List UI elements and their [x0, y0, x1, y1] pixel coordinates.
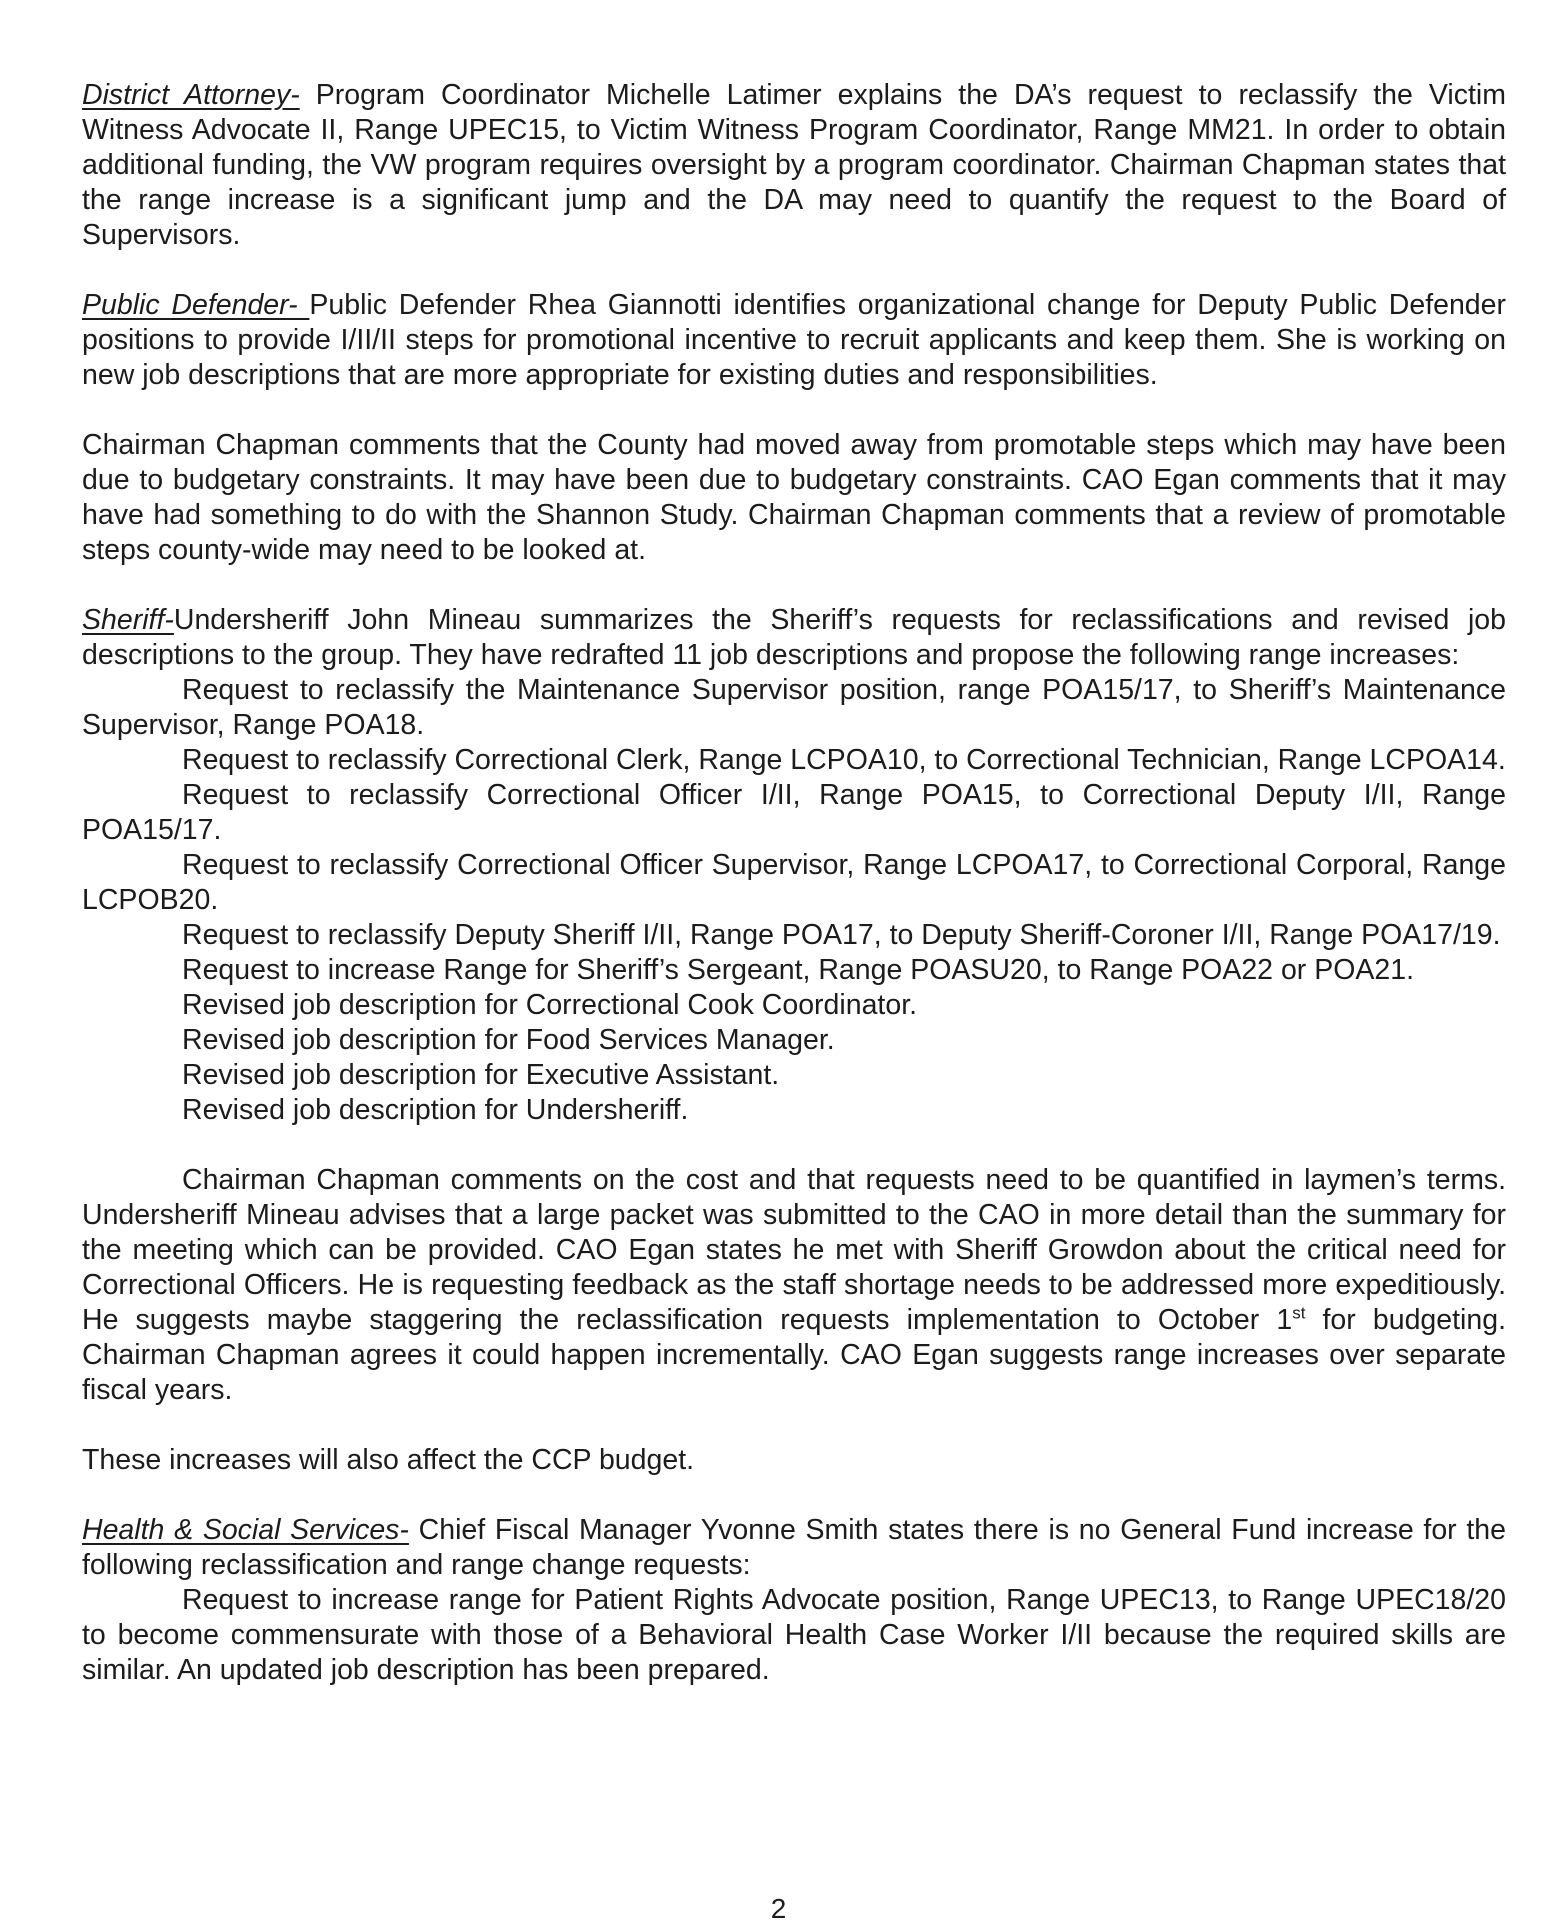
sheriff-request-list — [82, 673, 1506, 1128]
minutes-page — [82, 78, 1506, 1688]
ccp-budget-paragraph: These increases will also affect the CCP budget. — [82, 1444, 695, 1476]
patient-rights-advocate-request: Request to increase range for Patient Rights Advocate position, Range UPEC13, to Range UPEC18/20 to become commensurate with those of a Behavioral Health Case Worker I/II because the required skills are similar. An updated job description has been prepared. — [82, 1584, 1506, 1686]
sheriff-paragraph — [82, 603, 1506, 673]
list-item: Request to reclassify Correctional Officer I/II, Range POA15, to Correctional Deputy I/II, Range POA15/17. — [82, 779, 1506, 846]
list-item: Revised job description for Food Services Manager. — [182, 1024, 835, 1056]
health-social-services-text: Chief Fiscal Manager Yvonne Smith states there is no General Fund increase for the following reclassification and range change requests: — [82, 1514, 1507, 1581]
district-attorney-paragraph — [82, 78, 1506, 253]
promotable-steps-paragraph: Chairman Chapman comments that the County had moved away from promotable steps which may have been due to budgetary constraints. It may have been due to budgetary constraints. CAO Egan comments that it may have had something to do with the Shannon Study. Chairman Chapman comments that a review of promotable steps county-wide may need to be looked at. — [82, 429, 1506, 566]
sheriff-text: Undersheriff John Mineau summarizes the Sheriff’s requests for reclassifications and revised job descriptions to the group. They have redrafted 11 job descriptions and propose the following range increases: — [82, 604, 1506, 671]
list-item: Request to reclassify the Maintenance Supervisor position, range POA15/17, to Sheriff’s Maintenance Supervisor, Range POA18. — [82, 674, 1506, 741]
cost-discussion-paragraph — [82, 1163, 1506, 1408]
list-item: Revised job description for Correctional Cook Coordinator. — [182, 989, 918, 1021]
public-defender-text: Public Defender Rhea Giannotti identifies organizational change for Deputy Public Defender positions to provide I/II/II steps for promotional incentive to recruit applicants and keep them. She is working on new job descriptions that are more appropriate for existing duties and responsibilities. — [82, 289, 1506, 391]
list-item: Revised job description for Undersheriff. — [182, 1094, 689, 1126]
health-social-services-paragraph — [82, 1513, 1506, 1583]
list-item: Request to reclassify Correctional Officer Supervisor, Range LCPOA17, to Correctional Corporal, Range LCPOB20. — [82, 849, 1506, 916]
public-defender-paragraph — [82, 288, 1506, 393]
district-attorney-text: Program Coordinator Michelle Latimer explains the DA’s request to reclassify the Victim Witness Advocate II, Range UPEC15, to Victim Witness Program Coordinator, Range MM21. In order to obtain additional funding, the VW program requires oversight by a program coordinator. Chairman Chapman states that the range increase is a significant jump and the DA may need to quantify the request to the Board of Supervisors. — [82, 79, 1506, 251]
list-item: Request to reclassify Deputy Sheriff I/II, Range POA17, to Deputy Sheriff-Coroner I/II, Range POA17/19. — [182, 919, 1501, 951]
list-item: Request to increase Range for Sheriff’s Sergeant, Range POASU20, to Range POA22 or POA21. — [182, 954, 1415, 986]
cost-text-part-2: for budgeting. Chairman Chapman agrees it could happen incrementally. CAO Egan suggests range increases over separate fiscal years. — [82, 1304, 1506, 1406]
list-item: Request to reclassify Correctional Clerk, Range LCPOA10, to Correctional Technician, Range LCPOA14. — [182, 744, 1506, 776]
ordinal-suffix: st — [1292, 1303, 1306, 1323]
public-defender-heading: Public Defender- — [82, 289, 310, 321]
page-number: 2 — [770, 1893, 787, 1924]
sheriff-heading: Sheriff- — [82, 604, 174, 636]
cost-text-part-1: Chairman Chapman comments on the cost and that requests need to be quantified in laymen’s terms. Undersheriff Mineau advises that a large packet was submitted to the CAO in more detail than the summary for the meeting which can be provided. CAO Egan states he met with Sheriff Growdon about the critical need for Correctional Officers. He is requesting feedback as the staff shortage needs to be addressed more expeditiously. He suggests maybe staggering the reclassification requests implementation to October 1 — [82, 1164, 1506, 1336]
health-social-services-heading: Health & Social Services- — [82, 1514, 409, 1546]
district-attorney-heading: District Attorney- — [82, 79, 300, 111]
list-item: Revised job description for Executive Assistant. — [182, 1059, 780, 1091]
